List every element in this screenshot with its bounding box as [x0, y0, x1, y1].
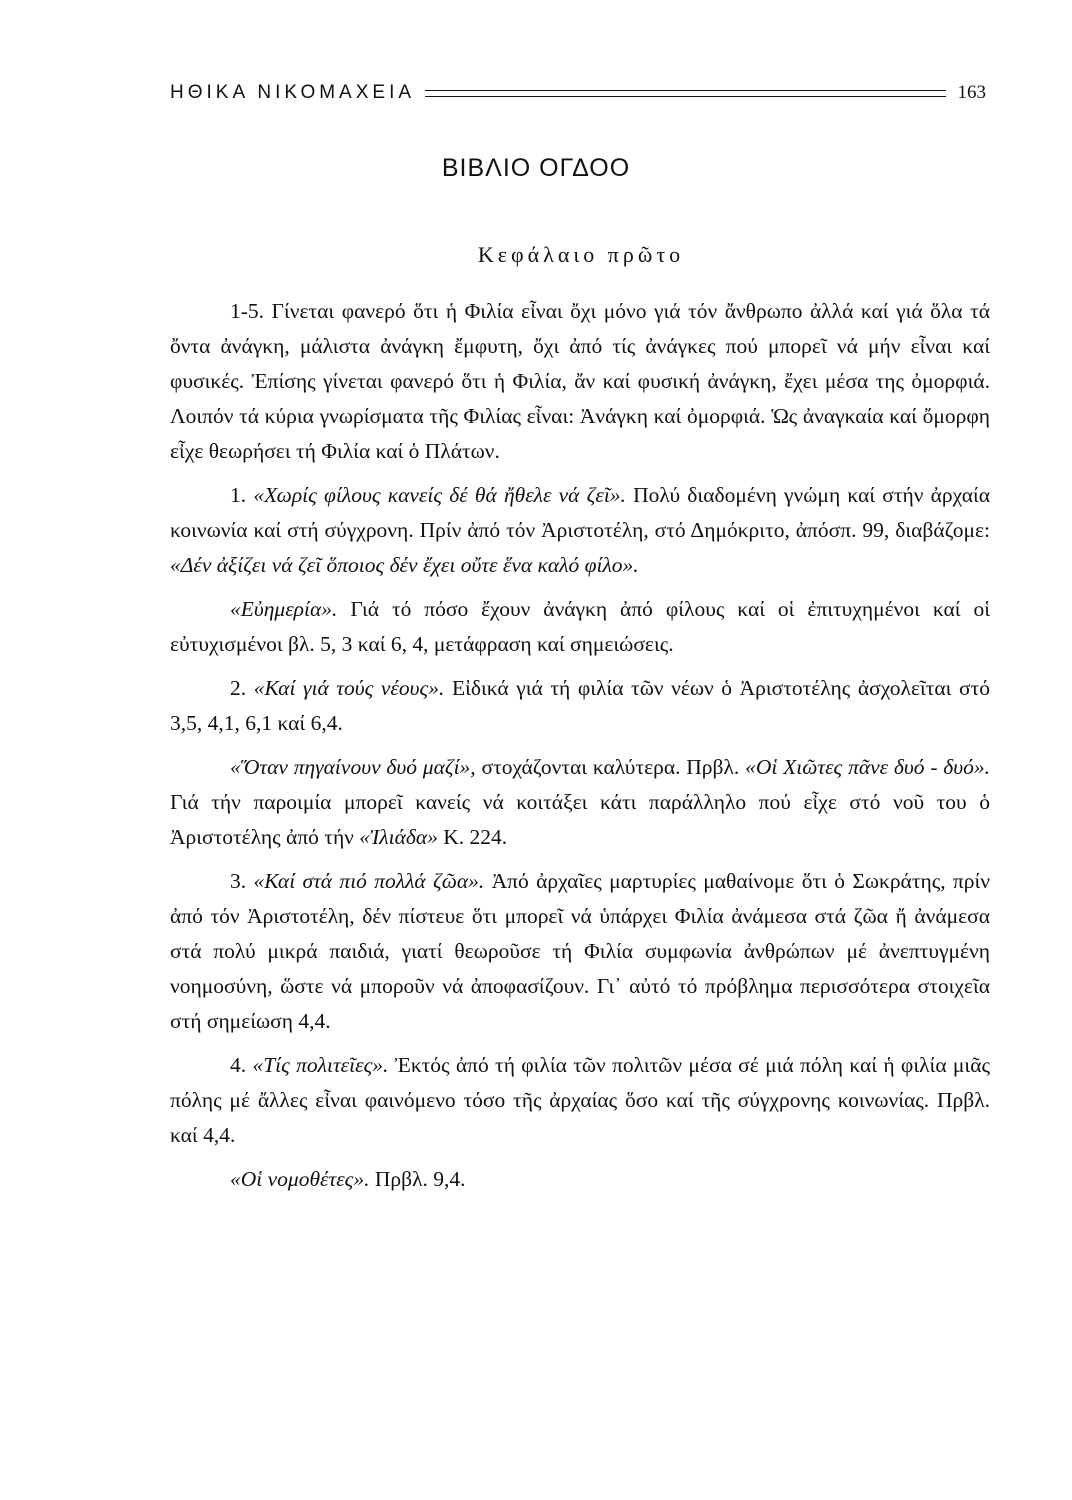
running-header [170, 78, 986, 108]
chapter-title: Κεφάλαιο πρῶτο [477, 242, 685, 267]
note-3 [170, 864, 990, 1039]
page-number: 163 [957, 82, 986, 103]
note-number: 2. [230, 676, 247, 700]
note-1 [170, 478, 990, 583]
note-text: Γιά τήν παροιμία μπορεῖ κανείς νά κοιτάξει κάτι παράλληλο πού εἶχε στό νοῦ του ὁ Ἀριστοτέλης ἀπό τήν [170, 790, 990, 849]
note-text: Ἀπό ἀρχαῖες μαρτυρίες μαθαίνομε ὅτι ὁ Σωκράτης, πρίν ἀπό τόν Ἀριστοτέλη, δέν πίστευε ὅτι μπορεῖ νά ὑπάρχει Φιλία ἀνάμεσα στά ζῶα ἤ ἀνάμεσα στά πολύ μικρά παιδιά, γιατί θεωροῦσε τή Φιλία συμφωνία ἀνθρώπων μέ ἀνεπτυγμένη νοημοσύνη, ὥστε νά μποροῦν νά ἀποφασίζουν. Γι᾿ αὐτό τό πρόβλημα περισσότερα στοιχεῖα στή σημείωση 4,4. [170, 869, 991, 1033]
note-quote: «Καί στά πιό πολλά ζῶα». [253, 869, 485, 893]
note-2 [170, 671, 990, 741]
note-text: Πολύ διαδομένη γνώμη καί στήν ἀρχαία κοινωνία καί στή σύγχρονη. Πρίν ἀπό τόν Ἀριστοτέλη, στό Δημόκριτο, ἀπόσπ. 99, διαβάζομε: [170, 483, 991, 542]
note-text: Κ. 224. [443, 825, 508, 849]
note-text: Πρβλ. 9,4. [374, 1167, 466, 1191]
note-quote: «Χωρίς φίλους κανείς δέ θά ἤθελε νά ζεῖ». [253, 483, 626, 507]
note-quote: «Οἱ Χιῶτες πᾶνε δυό - δυό». [745, 755, 991, 779]
note-text: Εἰδικά γιά τή φιλία τῶν νέων ὁ Ἀριστοτέλης ἀσχολεῖται στό 3,5, 4,1, 6,1 καί 6,4. [170, 676, 991, 735]
note-quote: «Ὅταν πηγαίνουν δυό μαζί», [230, 755, 476, 779]
note-2-dyo-mazi [170, 750, 990, 855]
note-quote: «Δέν ἀξίζει νά ζεῖ ὅποιος δέν ἔχει οὔτε ἕνα καλό φίλο». [170, 553, 639, 577]
note-number: 3. [230, 869, 247, 893]
running-header-title: ΗΘΙΚΑ ΝΙΚΟΜΑΧΕΙΑ [170, 82, 416, 103]
note-quote: «Οἱ νομοθέτες». [230, 1167, 370, 1191]
note-4-nomothetes [170, 1162, 990, 1197]
note-4 [170, 1048, 990, 1153]
book-title: ΒΙΒΛΙΟ ΟΓΔΟΟ [441, 154, 631, 182]
note-quote: «Καί γιά τούς νέους». [253, 676, 445, 700]
paragraph-intro: 1-5. Γίνεται φανερό ὅτι ἡ Φιλία εἶναι ὄχι μόνο γιά τόν ἄνθρωπο ἀλλά καί γιά ὅλα τά ὄντα ἀνάγκη, μάλιστα ἀνάγκη ἔμφυτη, ὄχι ἀπό τίς ἀνάγκες πού μπορεῖ νά μήν εἶναι καί φυσικές. Ἐπίσης γίνεται φανερό ὅτι ἡ Φιλία, ἄν καί φυσική ἀνάγκη, ἔχει μέσα της ὀμορφιά. Λοιπόν τά κύρια γνωρίσματα τῆς Φιλίας εἶναι: Ἀνάγκη καί ὀμορφιά. Ὡς ἀναγκαία καί ὄμορφη εἶχε θεωρήσει τή Φιλία καί ὁ Πλάτων. [170, 299, 990, 463]
note-text: Ἐκτός ἀπό τή φιλία τῶν πολιτῶν μέσα σέ μιά πόλη καί ἡ φιλία μιᾶς πόλης μέ ἄλλες εἶναι φαινόμενο τόσο τῆς ἀρχαίας ὅσο καί τῆς σύγχρονης κοινωνίας. Πρβλ. καί 4,4. [170, 1053, 990, 1147]
header-double-rule [425, 90, 945, 97]
commentary-body [170, 294, 990, 1197]
note-number: 1. [230, 483, 247, 507]
note-text: στοχάζονται καλύτερα. Πρβλ. [481, 755, 740, 779]
note-quote: «Τίς πολιτεῖες». [252, 1053, 389, 1077]
note-quote: «Εὐημερία». [230, 597, 338, 621]
note-1-euimeria [170, 592, 990, 662]
note-text: Γιά τό πόσο ἔχουν ἀνάγκη ἀπό φίλους καί οἱ ἐπιτυχημένοι καί οἱ εὐτυχισμένοι βλ. 5, 3 καί 6, 4, μετάφραση καί σημειώσεις. [170, 597, 990, 656]
note-quote: «Ἰλιάδα» [359, 825, 438, 849]
note-number: 4. [230, 1053, 247, 1077]
